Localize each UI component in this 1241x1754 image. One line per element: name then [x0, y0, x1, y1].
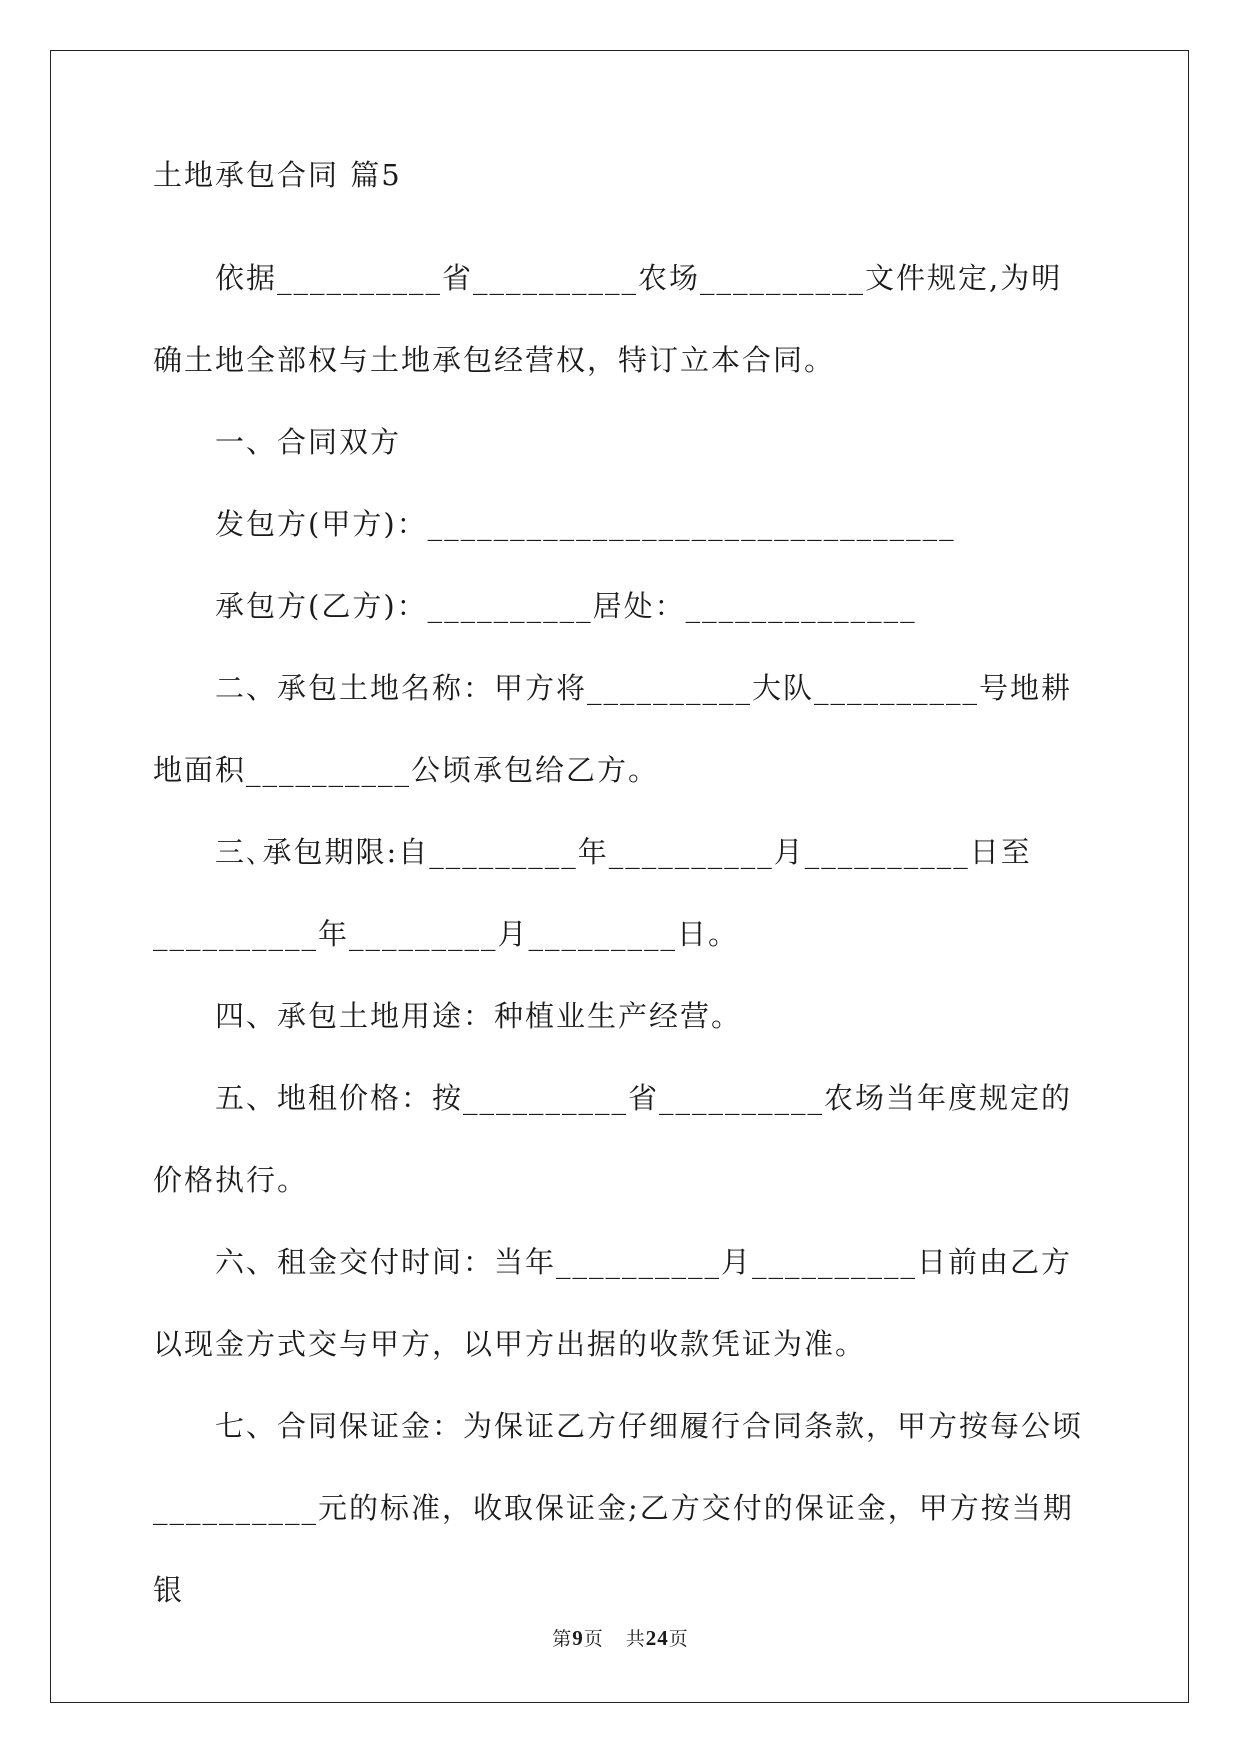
- page-total: 24: [645, 1626, 669, 1650]
- page-current: 9: [572, 1626, 584, 1650]
- total-prefix: 共: [625, 1628, 646, 1650]
- paragraph-parties-heading: 一、合同双方: [215, 425, 402, 459]
- paragraph-payment-time: 六、租金交付时间：当年__________月__________日前由乙方以现金方式交与甲方，以甲方出据的收款凭证为准。: [153, 1245, 1073, 1361]
- paragraph-party-b: 承包方(乙方)：__________居处：______________: [215, 589, 917, 623]
- paragraph-deposit: 七、合同保证金：为保证乙方仔细履行合同条款，甲方按每公顷__________元的标准，收取保证金;乙方交付的保证金，甲方按当期银: [153, 1409, 1084, 1607]
- page-mid: 页: [583, 1628, 604, 1650]
- document-body: [153, 155, 1089, 1631]
- paragraph-rent-price: 五、地租价格：按__________省__________农场当年度规定的价格执行。: [153, 1081, 1073, 1197]
- paragraph-party-a: 发包方(甲方)：________________________________: [215, 507, 956, 541]
- page-prefix: 第: [552, 1628, 573, 1650]
- total-suffix: 页: [668, 1628, 689, 1650]
- paragraph-land-name: 二、承包土地名称：甲方将__________大队__________号地耕地面积__________公顷承包给乙方。: [153, 671, 1073, 787]
- paragraph-term: 三､承包期限:自_________年__________月__________日至__________年_________月_________日。: [153, 835, 1032, 951]
- paragraph-land-use: 四、承包土地用途：种植业生产经营。: [215, 999, 743, 1033]
- paragraph-list: [153, 237, 1089, 1631]
- page-footer: [0, 1624, 1241, 1651]
- document-title: 土地承包合同 篇5: [153, 158, 402, 192]
- paragraph-basis: 依据__________省__________农场__________文件规定,为明确土地全部权与土地承包经营权，特订立本合同。: [153, 261, 1063, 377]
